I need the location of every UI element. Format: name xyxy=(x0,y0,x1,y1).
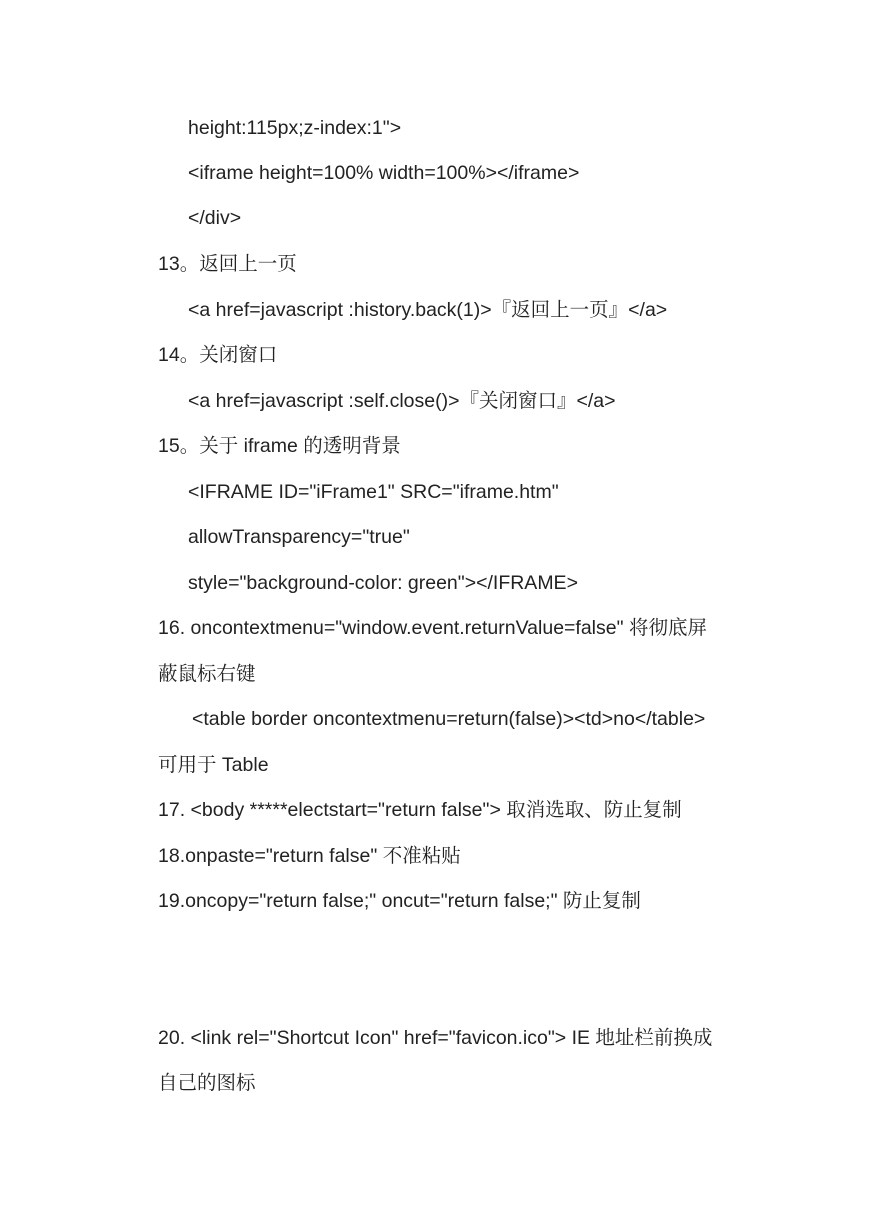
item-heading-19: 19.oncopy="return false;" oncut="return false;" 防止复制 xyxy=(158,890,641,912)
code-line-history-back: <a href=javascript :history.back(1)>『返回上一页』</a> xyxy=(188,299,668,321)
code-line-iframe: <iframe height=100% width=100%></iframe> xyxy=(188,162,580,184)
item-heading-20: 20. <link rel="Shortcut Icon" href="favicon.ico"> IE 地址栏前换成 xyxy=(158,1027,713,1049)
code-line-iframe-id: <IFRAME ID="iFrame1" SRC="iframe.htm" xyxy=(188,481,559,503)
item-heading-13: 13。返回上一页 xyxy=(158,253,297,275)
code-line-table: <table border oncontextmenu=return(false)><td>no</table> xyxy=(192,708,706,730)
code-line-allow-transparency: allowTransparency="true" xyxy=(188,526,410,548)
item-heading-17: 17. <body *****electstart="return false"> 取消选取、防止复制 xyxy=(158,799,682,821)
item-16-continuation: 蔽鼠标右键 xyxy=(158,663,256,685)
code-line-div-close: </div> xyxy=(188,207,242,229)
code-line-self-close: <a href=javascript :self.close()>『关闭窗口』</a> xyxy=(188,390,616,412)
code-line-height: height:115px;z-index:1"> xyxy=(188,117,402,139)
item-heading-15: 15。关于 iframe 的透明背景 xyxy=(158,435,401,457)
item-heading-18: 18.onpaste="return false" 不准粘贴 xyxy=(158,845,461,867)
item-16-note: 可用于 Table xyxy=(158,754,269,776)
code-line-style-bg: style="background-color: green"></IFRAME> xyxy=(188,572,578,594)
item-20-continuation: 自己的图标 xyxy=(158,1072,256,1094)
item-heading-16: 16. oncontextmenu="window.event.returnValue=false" 将彻底屏 xyxy=(158,617,707,639)
item-heading-14: 14。关闭窗口 xyxy=(158,344,278,366)
